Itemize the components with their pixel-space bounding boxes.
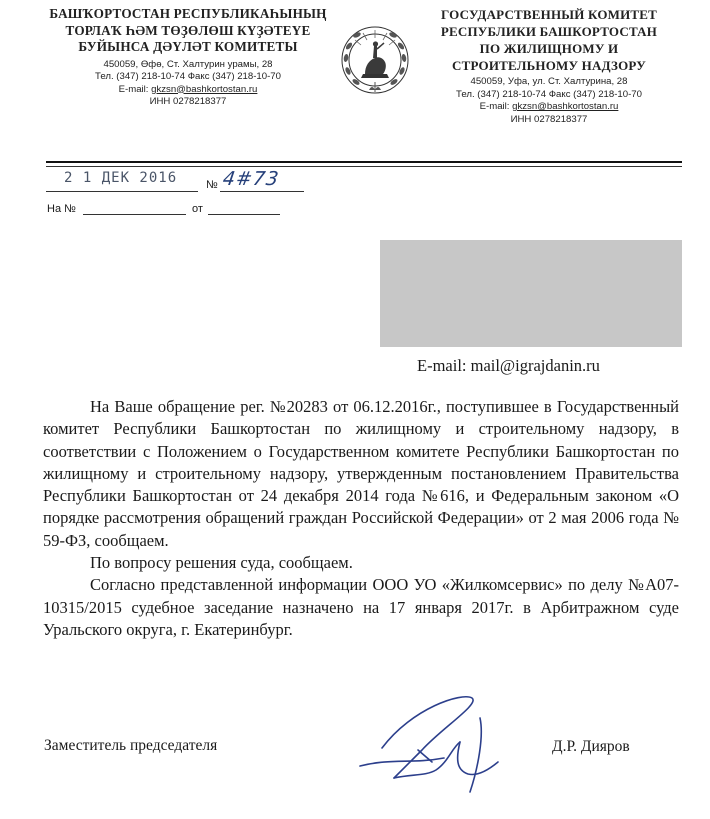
bashkortostan-coat-of-arms-icon [337, 16, 413, 100]
signatory-name: Д.Р. Дияров [552, 738, 630, 755]
signatory-title: Заместитель председателя [44, 737, 218, 754]
ref-from-label: от [192, 203, 203, 215]
recipient-email: E-mail: mail@igrajdanin.ru [417, 356, 600, 375]
org-name-line: СТРОИТЕЛЬНОМУ НАДЗОРУ [452, 58, 646, 73]
handwritten-signature-icon [352, 688, 520, 798]
inn: ИНН 0278218377 [149, 96, 227, 107]
date-stamp: 2 1 ДЕК 2016 [64, 170, 178, 186]
ref-number-label: На № [47, 203, 76, 215]
org-name-line: ТОРЛАҠ ҺӘМ ТӨҘӨЛӨШ КҮҘӘТЕҮЕ [65, 22, 311, 38]
body-paragraph: Согласно представленной информации ООО УО «Жилкомсервис» по делу №А07-10315/2015 судебное заседание назначено на 17 января 2017г. в Арбитражном суде Уральского округа, г. Екатеринбург. [43, 575, 679, 639]
org-name-line: БАШҠОРТОСТАН РЕСПУБЛИКАҺЫНЫҢ [49, 6, 327, 21]
date-underline [46, 191, 198, 192]
header-divider-thin [46, 166, 682, 167]
redacted-recipient-block [380, 240, 682, 347]
phone-fax: Тел. (347) 218-10-74 Факс (347) 218-10-70 [456, 88, 642, 100]
org-name-line: БУЙЫНСА ДӘҮЛӘТ КОМИТЕТЫ [78, 39, 298, 54]
letter-body [43, 396, 679, 641]
address: 450059, Уфа, ул. Ст. Халтурина, 28 [470, 76, 628, 87]
number-label: № [206, 179, 218, 191]
org-name-line: РЕСПУБЛИКИ БАШКОРТОСТАН [440, 24, 658, 39]
body-paragraph: На Ваше обращение рег. №20283 от 06.12.2016г., поступившее в Государственный комитет Республики Башкортостан по жилищному и строительному надзору, в соответствии с Положением о Государственном комитете Республики Башкортостан по жилищному и строительному надзору, утвержденным постановлением Правительства Республики Башкортостан от 24 декабря 2014 года №616, и Федеральным законом «О порядке рассмотрения обращений граждан Российской Федерации» от 2 мая 2006 года № 59-ФЗ, сообщаем. [43, 397, 679, 550]
contact-block [38, 59, 338, 109]
number-underline [220, 191, 304, 192]
letterhead-left [38, 6, 338, 109]
body-paragraph: По вопросу решения суда, сообщаем. [90, 553, 353, 573]
ref-number-underline [83, 214, 186, 215]
inn: ИНН 0278218377 [510, 113, 588, 125]
header-divider [46, 161, 682, 163]
email-row [38, 84, 338, 97]
org-name-line: ПО ЖИЛИЩНОМУ И [479, 41, 619, 56]
phone-fax: Тел. (347) 218-10-74 Факс (347) 218-10-70 [95, 71, 281, 82]
ref-date-underline [208, 214, 280, 215]
handwritten-number: 4#73 [221, 168, 281, 190]
address: 450059, Өфө, Ст. Халтурин урамы, 28 [103, 58, 273, 70]
email-label: E-mail: [118, 83, 152, 95]
contact-block [420, 76, 678, 126]
email-link[interactable]: gkzsn@bashkortostan.ru [512, 101, 619, 112]
letterhead-right [420, 6, 678, 126]
email-row [420, 101, 678, 114]
org-name-line: ГОСУДАРСТВЕННЫЙ КОМИТЕТ [440, 7, 658, 22]
email-label: E-mail: [479, 101, 513, 112]
email-link[interactable]: gkzsn@bashkortostan.ru [151, 83, 258, 95]
